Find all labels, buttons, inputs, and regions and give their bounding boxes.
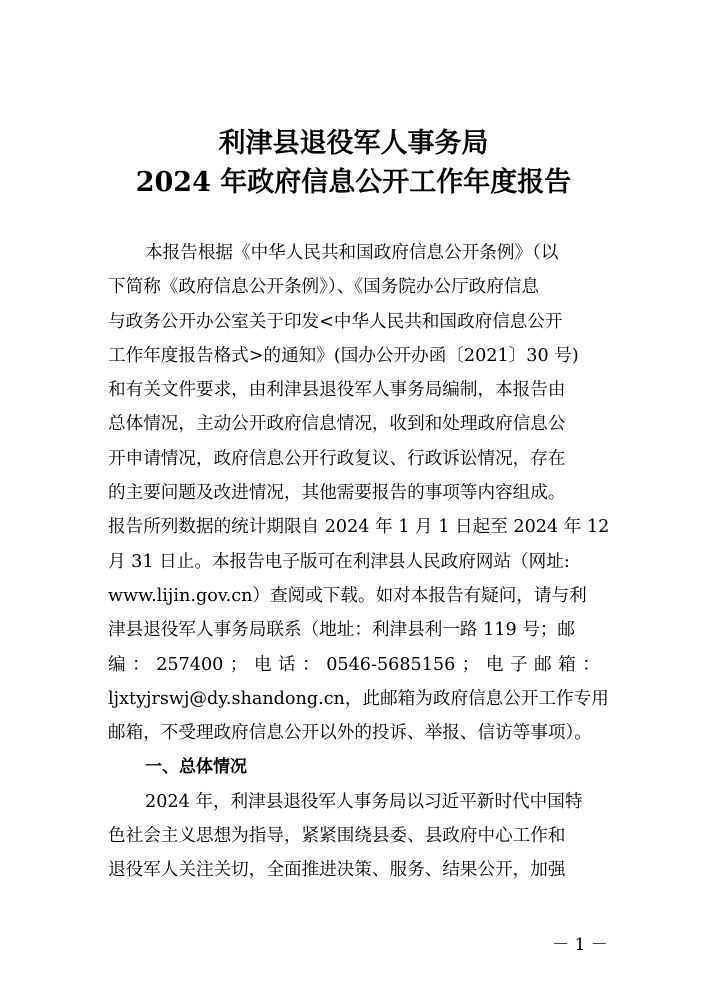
report-body <box>108 236 610 888</box>
paragraph-line: 2024 年，利津县退役军人事务局以习近平新时代中国特 <box>145 791 583 812</box>
contact-token: ： <box>302 654 320 675</box>
paragraph-line: 色社会主义思想为指导，紧紧围绕县委、县政府中心工作和 <box>108 826 566 847</box>
contact-token: 电 <box>485 654 504 675</box>
section-heading: 一、总体情况 <box>145 757 247 778</box>
contact-token: ： <box>582 654 600 675</box>
paragraph-line: 的主要问题及改进情况，其他需要报告的事项等内容组成。 <box>108 483 566 504</box>
paragraph-line: www.lijin.gov.cn）查阅或下载。如对本报告有疑问，请与利 <box>108 585 587 606</box>
contact-token: ； <box>461 654 480 675</box>
contact-token: ： <box>132 654 150 675</box>
paragraph-line: 总体情况，主动公开政府信息情况，收到和处理政府信息公 <box>108 414 566 435</box>
page-number: － 1 － <box>552 935 608 955</box>
contact-token: ； <box>229 654 248 675</box>
contact-token: 编 <box>108 654 126 675</box>
paragraph-line: 工作年度报告格式>的通知》(国办公开办函〔2021〕30 号) <box>108 345 579 366</box>
contact-token: 话 <box>278 654 296 675</box>
paragraph-line: 退役军人关注关切，全面推进决策、服务、结果公开，加强 <box>108 860 566 881</box>
paragraph-line: 本报告根据《中华人民共和国政府信息公开条例》（以 <box>145 243 559 263</box>
paragraph-line: 月 31 日止。本报告电子版可在利津县人民政府网站（网址: <box>108 551 570 572</box>
contact-token: 邮 <box>534 654 552 675</box>
paragraph-line: 邮箱，不受理政府信息公开以外的投诉、举报、信访等事项）。 <box>108 723 592 744</box>
contact-token: 电 <box>253 654 272 675</box>
paragraph-line: ljxtyjrswj@dy.shandong.cn，此邮箱为政府信息公开工作专用 <box>108 688 609 709</box>
paragraph-line: 下简称《政府信息公开条例》）、《国务院办公厅政府信息 <box>108 277 540 298</box>
report-title-line-2: 2024 年政府信息公开工作年度报告 <box>135 167 572 198</box>
paragraph-line: 报告所列数据的统计期限自 2024 年 1 月 1 日起至 2024 年 12 <box>108 517 610 538</box>
report-title-line-1: 利津县退役军人事务局 <box>218 128 489 159</box>
paragraph-line: 开申请情况，政府信息公开行政复议、行政诉讼情况，存在 <box>108 448 566 469</box>
paragraph-line: 津县退役军人事务局联系（地址：利津县利一路 119 号；邮 <box>108 620 576 641</box>
paragraph-line: 与政务公开办公室关于印发<中华人民共和国政府信息公开 <box>108 311 563 332</box>
contact-token: 0546-5685156 <box>326 654 456 675</box>
paragraph-line: 和有关文件要求，由利津县退役军人事务局编制，本报告由 <box>108 380 566 401</box>
contact-token: 子 <box>509 654 528 675</box>
contact-token: 箱 <box>558 654 576 675</box>
contact-line <box>108 648 600 682</box>
contact-token: 257400 <box>156 654 224 675</box>
